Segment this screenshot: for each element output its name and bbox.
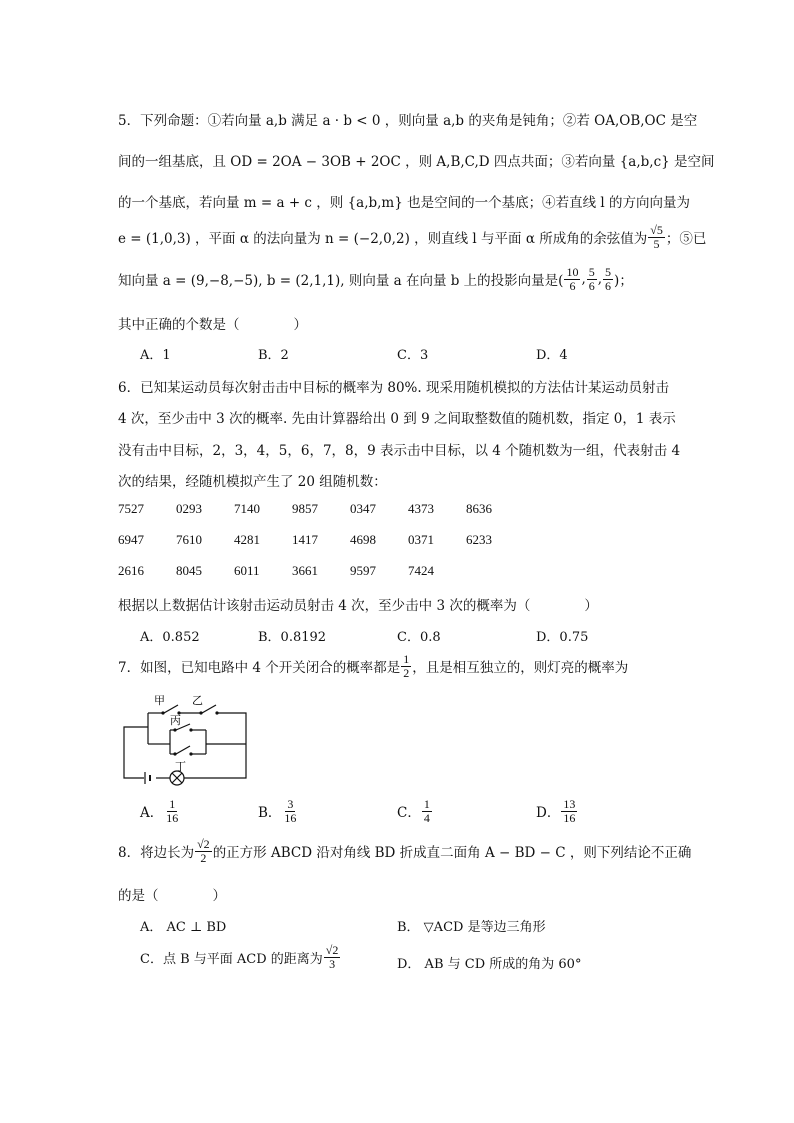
- q6-line-5: 根据以上数据估计该射击运动员射击 4 次，至少击中 3 次的概率为（ ）: [118, 598, 598, 614]
- frac-denominator: 3: [329, 956, 336, 971]
- q5-option-c[interactable]: C．3: [397, 348, 429, 363]
- label-yi: 乙: [192, 694, 203, 707]
- q7-fraction-one-half: [401, 653, 411, 679]
- frac-numerator: 5: [588, 265, 595, 279]
- q6-line-1: 6．已知某运动员每次射击击中目标的概率为 80%. 现采用随机模拟的方法估计某运动员射击: [118, 380, 669, 396]
- q7-option-b[interactable]: [258, 798, 299, 824]
- q5-line-5-tail: )；: [614, 273, 633, 290]
- frac-denominator: 16: [166, 810, 179, 825]
- random-number: 4281: [234, 532, 260, 547]
- q6-random-row-1: [118, 501, 524, 517]
- q5-fraction-1: [564, 266, 580, 292]
- circuit-wire-left: [124, 727, 148, 778]
- switch-yi: [202, 705, 216, 713]
- frac-numerator: 13: [563, 797, 576, 811]
- q5-line-4-tail: ；⑤已: [665, 231, 707, 248]
- random-number: 0347: [350, 501, 376, 516]
- random-number: 9597: [350, 563, 376, 578]
- q7-line-1-text: 7．如图，已知电路中 4 个开关闭合的概率都是: [118, 660, 401, 677]
- comma: ,: [597, 271, 603, 288]
- option-letter: A．: [140, 805, 164, 822]
- random-number: 7610: [176, 532, 202, 547]
- q5-option-a[interactable]: A．1: [140, 348, 171, 363]
- option-fraction: [422, 798, 432, 824]
- frac-denominator: 6: [569, 278, 576, 293]
- q6-random-row-2: [118, 532, 524, 548]
- q6-line-2: 4 次，至少击中 3 次的概率. 先由计算器给出 0 到 9 之间取整数值的随机数，指定 0，1 表示: [118, 411, 676, 427]
- random-number: 4698: [350, 532, 376, 547]
- option-fraction: [324, 944, 341, 970]
- option-fraction: [282, 798, 298, 824]
- frac-denominator: 4: [423, 810, 430, 825]
- frac-denominator: 6: [605, 278, 612, 293]
- random-number: 0371: [408, 532, 434, 547]
- frac-denominator: 6: [588, 278, 595, 293]
- q7-option-a[interactable]: [140, 798, 181, 824]
- frac-numerator: √5: [650, 223, 663, 237]
- frac-numerator: √2: [325, 943, 339, 957]
- frac-numerator: 5: [605, 265, 612, 279]
- q7-option-c[interactable]: [397, 798, 433, 824]
- q5-line-4: [118, 224, 706, 250]
- q5-option-b[interactable]: B．2: [258, 348, 289, 363]
- q6-line-3: 没有击中目标，2，3，4，5，6，7，8，9 表示击中目标，以 4 个随机数为一组，代表射击 4: [118, 443, 681, 459]
- q6-random-row-3: [118, 563, 466, 579]
- random-number: 9857: [292, 501, 318, 516]
- frac-numerator: 10: [566, 265, 579, 279]
- q6-option-a[interactable]: A．0.852: [140, 630, 200, 645]
- frac-denominator: 16: [563, 810, 576, 825]
- q5-line-1: 5．下列命题：①若向量 a,b 满足 a · b < 0 ，则向量 a,b 的夹角是钝角；②若 OA,OB,OC 是空: [118, 113, 698, 129]
- q5-fraction-sqrt5-over-5: [648, 224, 665, 250]
- option-fraction: [164, 798, 180, 824]
- random-number: 6233: [466, 532, 492, 547]
- q8-fraction-sqrt2-over-2: [195, 838, 212, 864]
- q6-option-b[interactable]: B．0.8192: [258, 630, 327, 645]
- q8-line-2: 的是（ ）: [118, 888, 226, 904]
- frac-numerator: √2: [197, 837, 210, 851]
- q6-option-c[interactable]: C．0.8: [397, 630, 441, 645]
- circuit-wire-right: [184, 713, 246, 778]
- frac-numerator: 1: [423, 797, 430, 811]
- frac-denominator: 2: [403, 665, 410, 680]
- frac-denominator: 5: [653, 236, 660, 251]
- random-number: 7527: [118, 501, 144, 516]
- frac-denominator: 16: [284, 810, 297, 825]
- option-letter: B．: [258, 805, 282, 822]
- option-letter: D．: [536, 805, 561, 822]
- q7-line-1-tail: ，且是相互独立的，则灯亮的概率为: [412, 660, 629, 677]
- option-text: C．点 B 与平面 ACD 的距离为: [140, 951, 323, 967]
- label-bing: 丙: [170, 714, 181, 727]
- random-number: 7140: [234, 501, 260, 516]
- q5-line-3: 的一个基底，若向量 m = a + c ，则 {a,b,m} 也是空间的一个基底；④若直线 l 的方向向量为: [118, 195, 691, 211]
- random-number: 7424: [408, 563, 434, 578]
- q8-line-1-tail: 的正方形 ABCD 沿对角线 BD 折成直二面角 A − BD − C ，则下列结论不正确: [212, 845, 692, 862]
- q5-line-5-text: 知向量 a = (9,−8,−5), b = (2,1,1), 则向量 a 在向量 b 上的投影向量是(: [118, 273, 564, 290]
- switch-ding: [176, 746, 190, 754]
- q8-option-c[interactable]: [140, 944, 341, 970]
- switch-jia: [164, 705, 178, 713]
- random-number: 8636: [466, 501, 492, 516]
- q7-line-1: [118, 653, 628, 679]
- frac-numerator: 3: [287, 797, 294, 811]
- random-number: 6947: [118, 532, 144, 547]
- q8-line-1-text: 8．将边长为: [118, 845, 195, 862]
- q8-option-b[interactable]: B． ▽ACD 是等边三角形: [397, 920, 546, 935]
- q5-line-5: [118, 266, 633, 292]
- q5-option-d[interactable]: D．4: [536, 348, 568, 363]
- q6-line-4: 次的结果，经随机模拟产生了 20 组随机数：: [118, 474, 387, 490]
- random-number: 1417: [292, 532, 318, 547]
- q5-fraction-3: [603, 266, 613, 292]
- random-number: 0293: [176, 501, 202, 516]
- q8-option-a[interactable]: A． AC ⊥ BD: [140, 920, 227, 935]
- random-number: 8045: [176, 563, 202, 578]
- option-fraction: [561, 798, 577, 824]
- option-letter: C．: [397, 805, 421, 822]
- q8-line-1: [118, 838, 691, 864]
- comma: ,: [581, 271, 586, 288]
- frac-denominator: 2: [200, 850, 207, 865]
- label-jia: 甲: [154, 694, 165, 707]
- q5-line-6: 其中正确的个数是（ ）: [118, 317, 307, 333]
- circuit-diagram: [118, 690, 254, 786]
- random-number: 6011: [234, 563, 260, 578]
- label-ding: 丁: [175, 760, 186, 773]
- random-number: 2616: [118, 563, 144, 578]
- random-number: 4373: [408, 501, 434, 516]
- frac-numerator: 1: [403, 652, 410, 666]
- q5-line-2: 间的一组基底，且 OD = 2OA − 3OB + 2OC ，则 A,B,C,D 四点共面；③若向量 {a,b,c} 是空间: [118, 154, 715, 170]
- q5-line-4-text: e = (1,0,3) ，平面 α 的法向量为 n = (−2,0,2) ，则直线 l 与平面 α 所成角的余弦值为: [118, 231, 648, 248]
- q6-option-d[interactable]: D．0.75: [536, 630, 589, 645]
- random-number: 3661: [292, 563, 318, 578]
- frac-numerator: 1: [169, 797, 176, 811]
- q7-option-d[interactable]: [536, 798, 578, 824]
- q5-fraction-2: [587, 266, 597, 292]
- q8-option-d[interactable]: D． AB 与 CD 所成的角为 60°: [397, 957, 582, 972]
